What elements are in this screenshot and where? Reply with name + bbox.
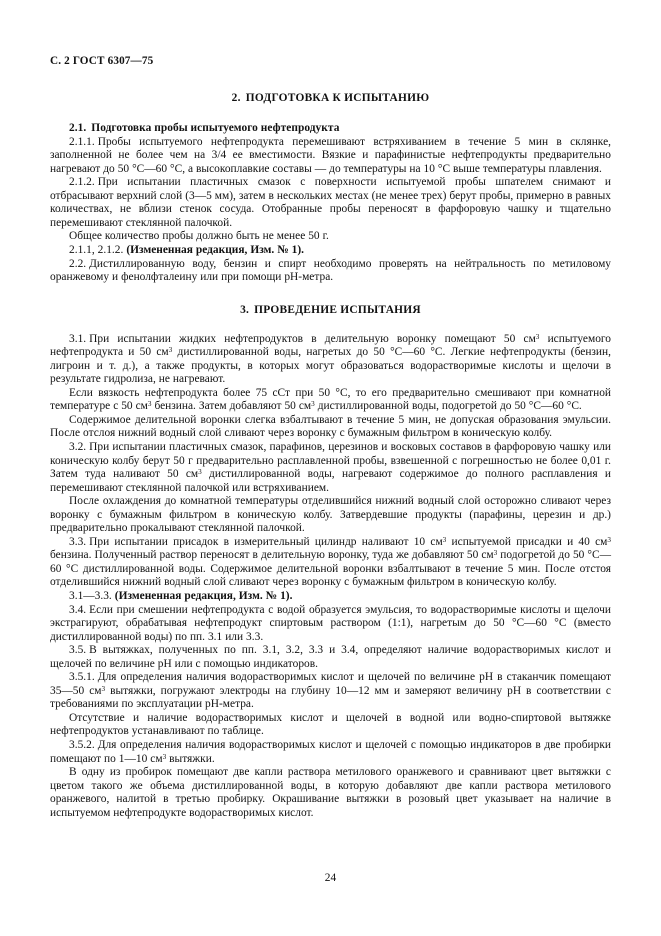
paragraph-text: подогретой до 50 °С—60 °С дистиллированной воды. Содержимое делительной воронки взбалтывают в течение 5 мин. После отстоя отделившийся нижний водный слой сливают через воронку с бумажным фильтром в коническую колбу. bbox=[50, 549, 612, 589]
superscript-cubic: 3 bbox=[147, 400, 152, 409]
paragraph-text: вытяжки, погружают электроды на глубину 10—12 мм и замеряют величину рН в соответствии с требованиями по эксплуатации рН-метра. bbox=[50, 684, 611, 711]
paragraph-text: вытяжки. bbox=[166, 752, 215, 765]
paragraph-text: При испытании присадок в измерительный цилиндр наливают 10 см bbox=[89, 535, 443, 548]
paragraph-3-1-a bbox=[50, 333, 611, 387]
paragraph-text: бензина. Полученный раствор переносят в делительную воронку, туда же добавляют 50 см bbox=[50, 549, 494, 562]
paragraph-text: Содержимое делительной воронки слегка взбалтывают в течение 5 мин, не допуская образования эмульсии. После отслоя нижний водный слой сливают через воронку с бумажным фильтром в коническую колбу. bbox=[50, 413, 611, 440]
paragraph-total-sample-mass bbox=[50, 230, 611, 244]
superscript-cubic: 3 bbox=[198, 468, 202, 477]
superscript-cubic: 3 bbox=[493, 549, 498, 558]
paragraph-text: испытуемого нефтепродукта и 50 см bbox=[50, 332, 611, 359]
paragraph-number: 3.3. bbox=[69, 535, 87, 548]
paragraph-number: 3.5.2. bbox=[69, 739, 95, 752]
paragraph-text: дистиллированной воды, нагревают содержимое до полного расплавления и перемешивают стеклянной палочкой или встряхиванием. bbox=[50, 468, 611, 494]
paragraph-number: 3.1—3.3. bbox=[69, 590, 112, 602]
paragraph-text: Дистиллированную воду, бензин и спирт необходимо проверять на нейтральность по метиловому оранжевому и фенолфталеину или при помощи рН-метра. bbox=[50, 257, 611, 284]
paragraph-text: Если вязкость нефтепродукта более 75 сСт при 50 °С, то его предварительно смешивают при комнатной температуре с 50 см bbox=[50, 386, 611, 413]
paragraph-2-1-1 bbox=[50, 136, 611, 177]
superscript-cubic: 3 bbox=[535, 332, 540, 341]
paragraph-text: испытуемой присадки и 40 см bbox=[446, 535, 608, 548]
superscript-cubic: 3 bbox=[311, 400, 315, 409]
superscript-cubic: 3 bbox=[101, 684, 106, 693]
paragraph-3-2-a bbox=[50, 441, 611, 495]
paragraph-number: 2.1.1. bbox=[69, 135, 95, 148]
revision-note: (Измененная редакция, Изм. № 1). bbox=[126, 243, 305, 256]
paragraph-text: В одну из пробирок помещают две капли раствора метилового оранжевого и сравнивают цвет вытяжки с цветом такого же объема дистиллированной воды, в которую добавляют две капли раствора метилового оранжевого, налитой в третью пробирку. Окрашивание вытяжки в розовый цвет указывает на наличие в испытуемом нефтепродукте водорастворимых кислот. bbox=[50, 766, 611, 819]
paragraph-text: При испытании пластичных смазок с поверхности испытуемой пробы шпателем снимают и отбрасывают верхний слой (3—5 мм), затем в нескольких местах (не менее трех) берут пробы, примерно в равных количествах, не вблизи стенок сосуда. Отобранные пробы переносят в фарфоровую чашку и тщательно перемешивают стеклянной палочкой. bbox=[50, 176, 611, 229]
paragraph-revision-note-2-1 bbox=[50, 244, 611, 258]
paragraph-text: Общее количество пробы должно быть не менее 50 г. bbox=[69, 230, 329, 243]
paragraph-2-1-2 bbox=[50, 176, 611, 230]
paragraph-3-2-b bbox=[50, 495, 611, 536]
paragraph-text: Для определения наличия водорастворимых кислот и щелочей по величине рН в стаканчик помещают 35—50 см bbox=[50, 671, 611, 697]
paragraph-text: дистиллированной воды, подогретой до 50 °С—60 °С. bbox=[314, 400, 582, 413]
paragraph-text: дистиллированной воды, нагретых до 50 °С—60 °С. Легкие нефтепродукты (бензин, лигроин и т. д.), а также продукты, в которых могут образоваться водорастворимые кислоты и щелочи в результате гидролиза, не нагревают. bbox=[50, 346, 612, 386]
paragraph-number: 3.5. bbox=[69, 644, 87, 657]
paragraph-text: Для определения наличия водорастворимых кислот и щелочей с помощью индикаторов в две пробирки помещают по 1—10 см bbox=[50, 739, 611, 765]
paragraph-number: 2.1.1, 2.1.2. bbox=[69, 243, 124, 256]
revision-note: (Измененная редакция, Изм. № 1). bbox=[114, 590, 293, 602]
paragraph-number: 2.1.2. bbox=[69, 176, 95, 189]
page-number: 24 bbox=[324, 872, 337, 884]
paragraph-number: 2.2. bbox=[69, 257, 87, 270]
page-content bbox=[50, 55, 611, 820]
section-number: 3. bbox=[240, 303, 250, 316]
paragraph-text: При испытании пластичных смазок, парафинов, церезинов и восковых составов в фарфоровую чашку или коническую колбу берут 50 г предварительно расплавленной пробы, взвешенной с погрешностью не более 0,01 г. Затем туда наливают 50 см bbox=[50, 440, 611, 481]
paragraph-3-5-2 bbox=[50, 739, 611, 766]
section-number: 2. bbox=[231, 92, 241, 104]
running-head: С. 2 ГОСТ 6307—75 bbox=[50, 55, 154, 67]
subheading-title: Подготовка пробы испытуемого нефтепродукта bbox=[91, 122, 340, 134]
paragraph-text: После охлаждения до комнатной температуры отделившийся нижний водный слой осторожно сливают через воронку с бумажным фильтром в коническую колбу. Затвердевшие продукты (парафины, церезин и др.) предварительно прокалывают стеклянной палочкой. bbox=[50, 495, 611, 535]
paragraph-number: 3.1. bbox=[69, 332, 87, 345]
section-title: ПРОВЕДЕНИЕ ИСПЫТАНИЯ bbox=[254, 303, 421, 316]
section-heading-3 bbox=[50, 304, 611, 316]
paragraph-text: бензина. Затем добавляют 50 см bbox=[151, 400, 312, 413]
paragraph-number: 3.2. bbox=[69, 440, 87, 453]
paragraph-text: Пробы испытуемого нефтепродукта перемешивают встряхиванием в течение 5 мин в склянке, заполненной не более чем на 3/4 ее вместимости. Вязкие и парафинистые нефтепродукты предварительно нагревают до 50 °С—60 °С, а высокоплавкие составы — до температуры на 10 °С выше температуры плавления. bbox=[50, 135, 611, 175]
paragraph-3-5-1-b bbox=[50, 712, 611, 739]
paragraph-number: 3.4. bbox=[69, 603, 87, 616]
paragraph-3-1-b bbox=[50, 387, 611, 414]
paragraph-text: В вытяжках, полученных по пп. 3.1, 3.2, 3.3 и 3.4, определяют наличие водорастворимых кислот и щелочей по величине рН или с помощью индикаторов. bbox=[50, 644, 611, 670]
paragraph-3-5-2-b bbox=[50, 766, 611, 820]
paragraph-3-5-1 bbox=[50, 671, 611, 712]
paragraph-text: Если при смешении нефтепродукта с водой образуется эмульсия, то водорастворимые кислоты и щелочи экстрагируют, обрабатывая нефтепродукт спиртовым раствором (1:1), нагретым до 50 °С—60 °С (вместо дистиллированной воды) по пп. 3.1 или 3.3. bbox=[50, 603, 611, 643]
superscript-cubic: 3 bbox=[442, 535, 447, 544]
paragraph-text: Отсутствие и наличие водорастворимых кислот и щелочей в водной или водно-спиртовой вытяжке нефтепродуктов устанавливают по таблице. bbox=[50, 711, 611, 738]
section-heading-2 bbox=[50, 92, 611, 104]
paragraph-3-1-c bbox=[50, 414, 611, 441]
paragraph-2-2 bbox=[50, 258, 611, 285]
paragraph-revision-note-3 bbox=[50, 590, 611, 604]
superscript-cubic: 3 bbox=[162, 752, 167, 761]
subheading-2-1 bbox=[50, 122, 611, 136]
section-title: ПОДГОТОВКА К ИСПЫТАНИЮ bbox=[245, 92, 430, 104]
paragraph-number: 3.5.1. bbox=[69, 671, 95, 684]
paragraph-text: При испытании жидких нефтепродуктов в делительную воронку помещают 50 см bbox=[89, 332, 536, 345]
paragraph-3-5 bbox=[50, 644, 611, 671]
superscript-cubic: 3 bbox=[168, 346, 173, 355]
paragraph-3-3 bbox=[50, 536, 611, 590]
superscript-cubic: 3 bbox=[607, 535, 611, 544]
paragraph-3-4 bbox=[50, 604, 611, 645]
subheading-number: 2.1. bbox=[69, 122, 87, 134]
